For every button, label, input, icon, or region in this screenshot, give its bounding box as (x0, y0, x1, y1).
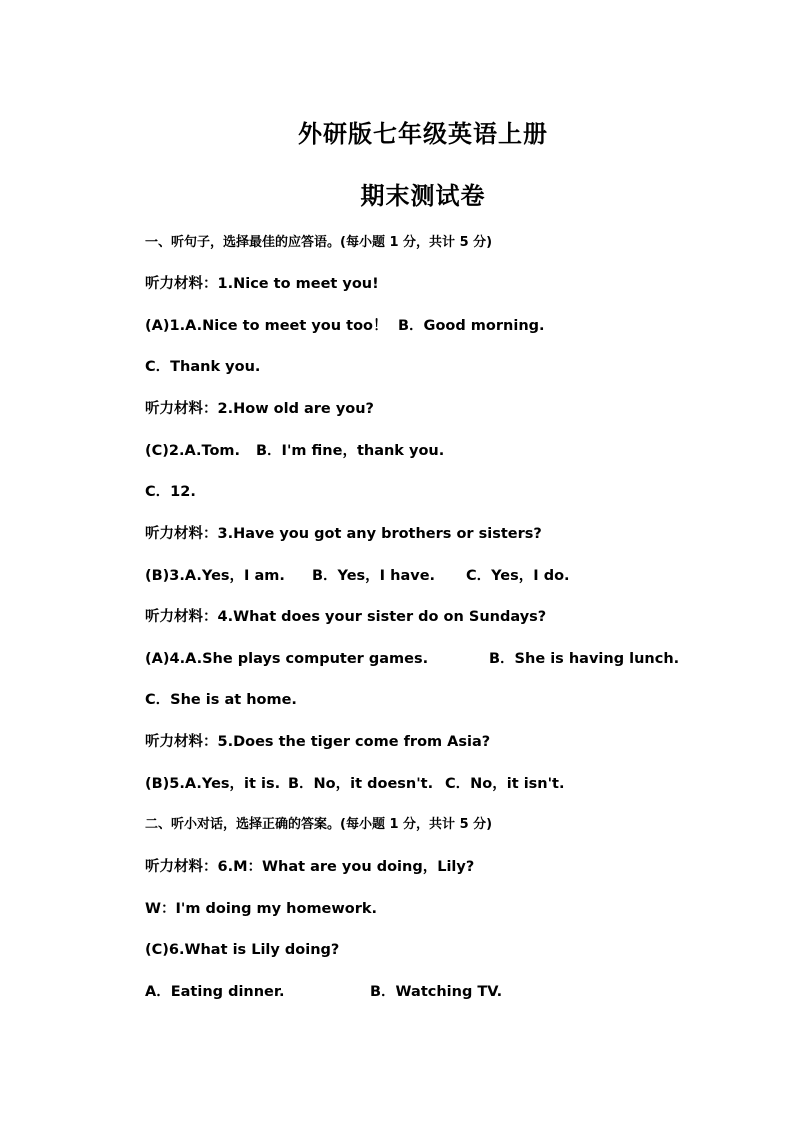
q6-question: (C)6.What is Lily doing? (145, 942, 340, 958)
q3-option-c: C．Yes，I do. (466, 568, 570, 584)
q6-dialogue-w: W：I'm doing my homework. (145, 901, 378, 917)
q5-option-b: B．No，it doesn't. (288, 776, 434, 792)
q2-option-a: (C)2.A.Tom. (145, 443, 241, 459)
q5-option-a: (B)5.A.Yes，it is. (145, 776, 281, 792)
q5-option-c: C．No，it isn't. (445, 776, 565, 792)
q5-material: 听力材料：5.Does the tiger come from Asia? (145, 734, 491, 750)
q1-option-a: (A)1.A.Nice to meet you too！ (145, 318, 388, 334)
q1-material: 听力材料：1.Nice to meet you! (145, 276, 379, 292)
q3-option-b: B．Yes，I have. (312, 568, 436, 584)
title-line-2: 期末测试卷 (360, 182, 486, 210)
section-2-heading: 二、听小对话，选择正确的答案。(每小题 1 分，共计 5 分) (145, 817, 493, 832)
q3-material: 听力材料：3.Have you got any brothers or sisters? (145, 526, 542, 542)
q6-material: 听力材料：6.M：What are you doing，Lily? (145, 859, 475, 875)
q1-option-b: B．Good morning. (398, 318, 545, 334)
q1-option-c: C．Thank you. (145, 359, 261, 375)
title-line-1: 外研版七年级英语上册 (298, 120, 548, 148)
q4-material: 听力材料：4.What does your sister do on Sundays? (145, 609, 547, 625)
q4-option-b: B．She is having lunch. (489, 651, 680, 667)
q6-option-b: B．Watching TV. (370, 984, 503, 1000)
q4-option-a: (A)4.A.She plays computer games. (145, 651, 429, 667)
q2-option-b: B．I'm fine，thank you. (256, 443, 445, 459)
q2-material: 听力材料：2.How old are you? (145, 401, 374, 417)
q2-option-c: C．12. (145, 484, 196, 500)
q3-option-a: (B)3.A.Yes，I am. (145, 568, 285, 584)
section-1-heading: 一、听句子，选择最佳的应答语。(每小题 1 分，共计 5 分) (145, 235, 493, 250)
q6-option-a: A．Eating dinner. (145, 984, 285, 1000)
q4-option-c: C．She is at home. (145, 692, 297, 708)
